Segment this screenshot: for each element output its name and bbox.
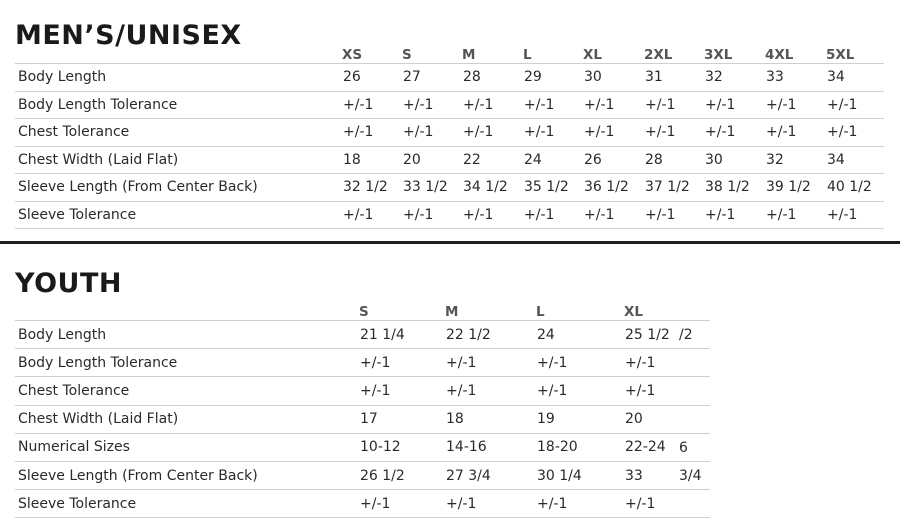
measurement-value: +/-1 [357, 349, 443, 377]
measurement-value: 18 [443, 405, 534, 433]
table-row [15, 64, 884, 92]
clipped-text-fragment: 6 [679, 440, 688, 456]
measurement-value: 21 1/4 [357, 321, 443, 349]
measurement-value: 31 [642, 64, 702, 92]
measurement-value: +/-1 [340, 119, 400, 147]
table-row [15, 321, 710, 349]
measurement-label: Sleeve Tolerance [15, 201, 340, 229]
measurement-value: 38 1/2 [702, 174, 763, 202]
measurement-value: +/-1 [763, 119, 824, 147]
measurement-value: 34 1/2 [460, 174, 521, 202]
measurement-value: +/-1 [521, 201, 581, 229]
measurement-label: Chest Width (Laid Flat) [15, 405, 357, 433]
table-row [15, 433, 710, 461]
measurement-value: 34 [824, 64, 884, 92]
youth-size-header: L [534, 300, 622, 321]
youth-size-header: M [443, 300, 534, 321]
measurement-value: +/-1 [534, 349, 622, 377]
table-row [15, 201, 884, 229]
measurement-value: +/-1 [824, 201, 884, 229]
measurement-label: Body Length Tolerance [15, 349, 357, 377]
measurement-value: +/-1 [443, 349, 534, 377]
clipped-text-fragment: /2 [679, 327, 693, 343]
measurement-value: 18-20 [534, 433, 622, 461]
measurement-value: 22 1/2 [443, 321, 534, 349]
mens-header-blank [15, 43, 340, 64]
measurement-value: +/-1 [824, 91, 884, 119]
measurement-value: +/-1 [622, 490, 710, 518]
measurement-value: 22 [460, 146, 521, 174]
mens-size-header: M [460, 43, 521, 64]
table-row [15, 91, 884, 119]
measurement-value: +/-1 [357, 490, 443, 518]
youth-size-chart-table [15, 300, 710, 518]
measurement-value: +/-1 [534, 377, 622, 405]
measurement-value: 33 [763, 64, 824, 92]
measurement-value: +/-1 [763, 91, 824, 119]
measurement-value: 36 1/2 [581, 174, 642, 202]
measurement-value: 20 [622, 405, 710, 433]
measurement-value: +/-1 [534, 490, 622, 518]
measurement-value: 27 3/4 [443, 461, 534, 489]
measurement-label: Sleeve Length (From Center Back) [15, 174, 340, 202]
measurement-value: 30 1/4 [534, 461, 622, 489]
measurement-value: +/-1 [460, 201, 521, 229]
mens-size-header: L [521, 43, 581, 64]
measurement-value: 33 1/2 [400, 174, 460, 202]
table-row [15, 405, 710, 433]
table-row [15, 377, 710, 405]
measurement-label: Chest Tolerance [15, 377, 357, 405]
mens-size-header: 5XL [824, 43, 884, 64]
measurement-value: 32 1/2 [340, 174, 400, 202]
measurement-value: +/-1 [702, 119, 763, 147]
measurement-value: 27 [400, 64, 460, 92]
measurement-value: +/-1 [581, 91, 642, 119]
measurement-label: Chest Tolerance [15, 119, 340, 147]
measurement-label: Body Length Tolerance [15, 91, 340, 119]
measurement-value: 30 [581, 64, 642, 92]
measurement-value: 25 1/2 [622, 321, 710, 349]
measurement-value: 32 [763, 146, 824, 174]
measurement-value: 24 [521, 146, 581, 174]
mens-size-header: S [400, 43, 460, 64]
measurement-value: 18 [340, 146, 400, 174]
measurement-value: 33 [622, 461, 710, 489]
measurement-value: 35 1/2 [521, 174, 581, 202]
table-row [15, 146, 884, 174]
measurement-value: 24 [534, 321, 622, 349]
measurement-label: Numerical Sizes [15, 433, 357, 461]
measurement-value: +/-1 [642, 91, 702, 119]
measurement-value: +/-1 [642, 119, 702, 147]
youth-size-header-row [15, 300, 710, 321]
mens-size-header: XL [581, 43, 642, 64]
measurement-value: +/-1 [702, 91, 763, 119]
table-row [15, 490, 710, 518]
mens-size-header: XS [340, 43, 400, 64]
youth-header-blank [15, 300, 357, 321]
measurement-value: 39 1/2 [763, 174, 824, 202]
measurement-value: 30 [702, 146, 763, 174]
measurement-value: 28 [460, 64, 521, 92]
youth-size-header: XL [622, 300, 710, 321]
table-row [15, 461, 710, 489]
table-row [15, 174, 884, 202]
measurement-value: +/-1 [443, 490, 534, 518]
table-row [15, 119, 884, 147]
measurement-value: +/-1 [521, 119, 581, 147]
measurement-value: 17 [357, 405, 443, 433]
measurement-value: +/-1 [622, 377, 710, 405]
measurement-value: +/-1 [642, 201, 702, 229]
measurement-value: 32 [702, 64, 763, 92]
measurement-value: +/-1 [443, 377, 534, 405]
clipped-text-fragment: 3/4 [679, 468, 702, 484]
measurement-value: 26 1/2 [357, 461, 443, 489]
measurement-value: +/-1 [702, 201, 763, 229]
measurement-label: Sleeve Tolerance [15, 490, 357, 518]
measurement-value: 40 1/2 [824, 174, 884, 202]
mens-unisex-title: MEN’S/UNISEX [15, 20, 242, 51]
mens-size-chart-table [15, 43, 884, 229]
measurement-value: +/-1 [460, 119, 521, 147]
measurement-value: +/-1 [581, 119, 642, 147]
measurement-value: +/-1 [357, 377, 443, 405]
measurement-value: +/-1 [340, 201, 400, 229]
measurement-value: 26 [340, 64, 400, 92]
measurement-value: +/-1 [581, 201, 642, 229]
measurement-value: +/-1 [400, 91, 460, 119]
measurement-value: 34 [824, 146, 884, 174]
measurement-label: Sleeve Length (From Center Back) [15, 461, 357, 489]
measurement-value: 19 [534, 405, 622, 433]
table-row [15, 349, 710, 377]
measurement-value: +/-1 [622, 349, 710, 377]
mens-size-header: 4XL [763, 43, 824, 64]
measurement-value: 37 1/2 [642, 174, 702, 202]
measurement-value: +/-1 [340, 91, 400, 119]
measurement-value: 14-16 [443, 433, 534, 461]
measurement-value: +/-1 [400, 201, 460, 229]
measurement-value: +/-1 [824, 119, 884, 147]
youth-size-header: S [357, 300, 443, 321]
mens-size-header: 3XL [702, 43, 763, 64]
measurement-label: Chest Width (Laid Flat) [15, 146, 340, 174]
measurement-value: +/-1 [460, 91, 521, 119]
measurement-value: +/-1 [521, 91, 581, 119]
measurement-value: 10-12 [357, 433, 443, 461]
measurement-label: Body Length [15, 321, 357, 349]
measurement-value: 20 [400, 146, 460, 174]
mens-size-header: 2XL [642, 43, 702, 64]
youth-title: YOUTH [15, 268, 122, 299]
measurement-value: +/-1 [400, 119, 460, 147]
measurement-value: 28 [642, 146, 702, 174]
section-divider [0, 241, 900, 244]
measurement-label: Body Length [15, 64, 340, 92]
measurement-value: 26 [581, 146, 642, 174]
measurement-value: +/-1 [763, 201, 824, 229]
measurement-value: 22-24 [622, 433, 710, 461]
mens-size-header-row [15, 43, 884, 64]
measurement-value: 29 [521, 64, 581, 92]
